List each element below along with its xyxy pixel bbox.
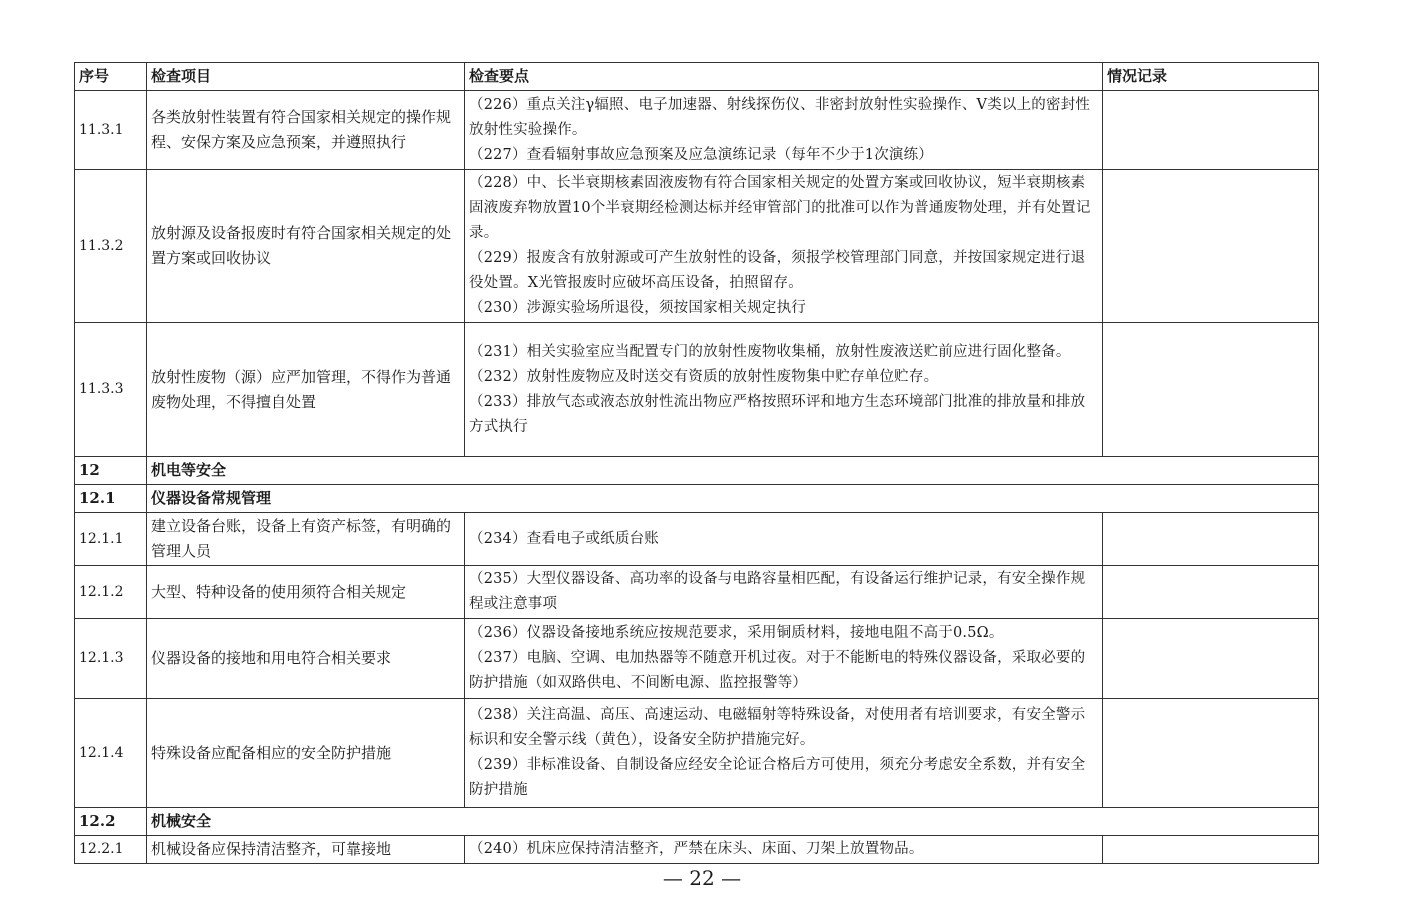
row-number: 11.3.1 [75, 91, 147, 170]
section-title: 机电等安全 [147, 457, 1319, 485]
table-row [75, 513, 1319, 566]
check-item: 建立设备台账，设备上有资产标签，有明确的管理人员 [147, 513, 465, 566]
section-row [75, 457, 1319, 485]
check-points [465, 170, 1103, 323]
record-cell[interactable] [1103, 619, 1319, 699]
table-row [75, 323, 1319, 457]
row-number: 11.3.3 [75, 323, 147, 457]
check-points [465, 566, 1103, 619]
record-cell[interactable] [1103, 91, 1319, 170]
check-point: （228）中、长半衰期核素固液废物有符合国家相关规定的处置方案或回收协议，短半衰期核素固液废弃物放置10个半衰期经检测达标并经审管部门的批准可以作为普通废物处理，并有处置记录。 [469, 175, 1091, 241]
check-point: （227）查看辐射事故应急预案及应急演练记录（每年不少于1次演练） [469, 146, 933, 163]
row-number: 12.2.1 [75, 836, 147, 864]
section-title: 机械安全 [147, 808, 1319, 836]
check-point: （236）仪器设备接地系统应按规范要求，采用铜质材料，接地电阻不高于0.5Ω。 [469, 625, 1004, 641]
check-point: （234）查看电子或纸质台账 [469, 530, 659, 547]
check-point: （230）涉源实验场所退役，须按国家相关规定执行 [469, 300, 806, 316]
check-item: 各类放射性装置有符合国家相关规定的操作规程、安保方案及应急预案，并遵照执行 [147, 91, 465, 170]
row-number: 12.1.4 [75, 699, 147, 808]
check-item: 仪器设备的接地和用电符合相关要求 [147, 619, 465, 699]
check-point: （231）相关实验室应当配置专门的放射性废物收集桶，放射性废液送贮前应进行固化整备。 [469, 343, 1071, 360]
header-record: 情况记录 [1103, 63, 1319, 91]
check-point: （229）报废含有放射源或可产生放射性的设备，须报学校管理部门同意，并按国家规定进行退役处置。X光管报废时应破坏高压设备，拍照留存。 [469, 250, 1086, 291]
check-point: （237）电脑、空调、电加热器等不随意开机过夜。对于不能断电的特殊仪器设备，采取必要的防护措施（如双路供电、不间断电源、监控报警等） [469, 650, 1086, 691]
check-points [465, 323, 1103, 457]
check-points [465, 513, 1103, 566]
section-row [75, 485, 1319, 513]
row-number: 12.1.3 [75, 619, 147, 699]
section-number: 12.2 [75, 808, 147, 836]
check-point: （239）非标准设备、自制设备应经安全论证合格后方可使用，须充分考虑安全系数，并有安全防护措施 [469, 757, 1086, 798]
section-number: 12.1 [75, 485, 147, 513]
section-title: 仪器设备常规管理 [147, 485, 1319, 513]
header-points: 检查要点 [465, 63, 1103, 91]
check-point: （226）重点关注γ辐照、电子加速器、射线探伤仪、非密封放射性实验操作、V类以上的密封性放射性实验操作。 [469, 96, 1091, 138]
check-item: 放射性废物（源）应严加管理，不得作为普通废物处理，不得擅自处置 [147, 323, 465, 457]
check-item: 机械设备应保持清洁整齐，可靠接地 [147, 836, 465, 864]
check-point: （233）排放气态或液态放射性流出物应严格按照环评和地方生态环境部门批准的排放量和排放方式执行 [469, 393, 1086, 435]
check-point: （240）机床应保持清洁整齐，严禁在床头、床面、刀架上放置物品。 [469, 841, 924, 857]
record-cell[interactable] [1103, 170, 1319, 323]
table-row [75, 170, 1319, 323]
table-row [75, 699, 1319, 808]
check-points [465, 91, 1103, 170]
check-point: （232）放射性废物应及时送交有资质的放射性废物集中贮存单位贮存。 [469, 368, 939, 385]
row-number: 11.3.2 [75, 170, 147, 323]
check-item: 特殊设备应配备相应的安全防护措施 [147, 699, 465, 808]
check-points [465, 836, 1103, 864]
section-row [75, 808, 1319, 836]
check-points [465, 619, 1103, 699]
check-points [465, 699, 1103, 808]
section-number: 12 [75, 457, 147, 485]
table-body [75, 91, 1319, 864]
record-cell[interactable] [1103, 699, 1319, 808]
check-point: （238）关注高温、高压、高速运动、电磁辐射等特殊设备，对使用者有培训要求，有安全警示标识和安全警示线（黄色），设备安全防护措施完好。 [469, 707, 1086, 748]
table-row [75, 91, 1319, 170]
header-no: 序号 [75, 63, 147, 91]
row-number: 12.1.1 [75, 513, 147, 566]
record-cell[interactable] [1103, 513, 1319, 566]
record-cell[interactable] [1103, 836, 1319, 864]
page-number: — 22 — [662, 866, 742, 890]
header-row [75, 63, 1319, 91]
check-item: 放射源及设备报废时有符合国家相关规定的处置方案或回收协议 [147, 170, 465, 323]
table-row [75, 619, 1319, 699]
record-cell[interactable] [1103, 566, 1319, 619]
check-item: 大型、特种设备的使用须符合相关规定 [147, 566, 465, 619]
inspection-table [74, 62, 1319, 864]
table-row [75, 836, 1319, 864]
check-point: （235）大型仪器设备、高功率的设备与电路容量相匹配，有设备运行维护记录，有安全操作规程或注意事项 [469, 571, 1086, 612]
record-cell[interactable] [1103, 323, 1319, 457]
row-number: 12.1.2 [75, 566, 147, 619]
table-row [75, 566, 1319, 619]
header-item: 检查项目 [147, 63, 465, 91]
